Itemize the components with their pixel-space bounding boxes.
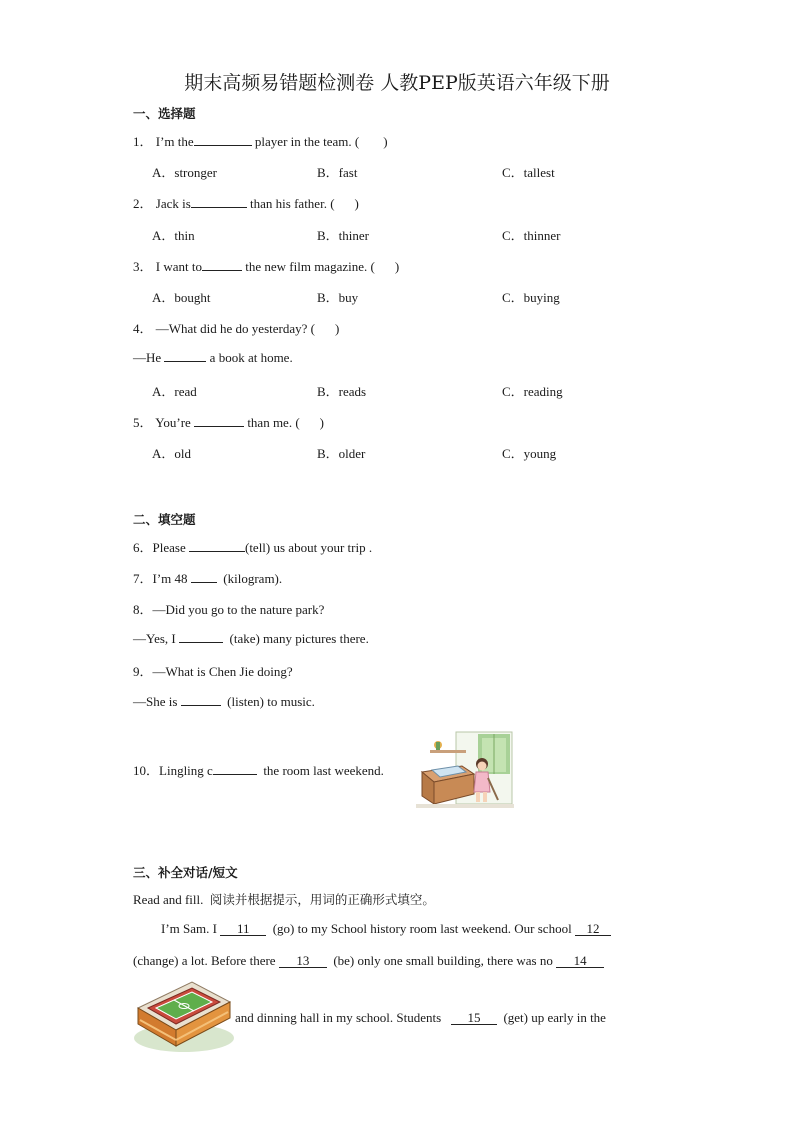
- q5-option-c[interactable]: C．young: [502, 446, 557, 461]
- passage-instruction: [133, 890, 435, 908]
- q6-blank[interactable]: [189, 539, 245, 552]
- q4-close-paren: ): [334, 321, 340, 336]
- q5-option-a[interactable]: A．old: [152, 446, 192, 461]
- q1-text-pre: I’m the: [155, 134, 194, 149]
- q1-close-paren: ): [383, 134, 388, 149]
- q5-option-b[interactable]: B．older: [317, 446, 366, 461]
- q3-number: 3．: [133, 259, 153, 274]
- q9-response-post: (listen) to music.: [227, 694, 315, 709]
- question-8-response: [133, 630, 369, 647]
- q8-question: —Did you go to the nature park?: [152, 602, 325, 617]
- q7-blank[interactable]: [191, 570, 217, 583]
- blank-15[interactable]: 15: [451, 1011, 497, 1025]
- q5-text-post: than me. (: [247, 415, 300, 430]
- question-8: [133, 599, 324, 618]
- instruction-chinese: 阅读并根据提示，用词的正确形式填空。: [209, 892, 435, 907]
- q1-option-b[interactable]: B．fast: [317, 165, 358, 180]
- q2-option-a[interactable]: A．thin: [152, 228, 195, 243]
- q4-option-b[interactable]: B．reads: [317, 384, 367, 399]
- q9-blank[interactable]: [181, 693, 221, 706]
- q5-blank[interactable]: [194, 414, 244, 427]
- q2-option-c[interactable]: C．thinner: [502, 228, 561, 243]
- q4-response-pre: —He: [133, 350, 162, 365]
- passage-line-3: [235, 1010, 606, 1026]
- question-9-response: [133, 693, 315, 710]
- q7-number: 7．: [133, 571, 153, 586]
- q1-number: 1．: [133, 134, 153, 149]
- q10-blank[interactable]: [213, 762, 257, 775]
- q10-text-post: the room last weekend.: [263, 763, 384, 778]
- q4-question: —What did he do yesterday? (: [155, 321, 315, 336]
- passage-line-1: [161, 921, 611, 937]
- q8-number: 8．: [133, 602, 153, 617]
- section-heading-passage: 三、补全对话/短文: [133, 865, 238, 880]
- q6-text-pre: Please: [152, 540, 186, 555]
- blank-13[interactable]: 13: [279, 954, 327, 968]
- q4-option-a[interactable]: A．read: [152, 384, 197, 399]
- q2-number: 2．: [133, 196, 153, 211]
- q9-response-pre: —She is: [133, 694, 178, 709]
- question-10: [133, 760, 384, 779]
- q2-text-pre: Jack is: [155, 196, 191, 211]
- passage-text-2a: (change) a lot. Before there: [133, 953, 276, 968]
- blank-14[interactable]: 14: [556, 954, 604, 968]
- section-heading-choice: 一、选择题: [133, 106, 196, 121]
- q2-close-paren: ): [354, 196, 359, 211]
- q9-question: —What is Chen Jie doing?: [152, 664, 293, 679]
- q3-option-a[interactable]: A．bought: [152, 290, 211, 305]
- question-1: [133, 131, 388, 150]
- question-2: [133, 193, 359, 212]
- q7-text-pre: I’m 48: [152, 571, 188, 586]
- q1-text-post: player in the team. (: [254, 134, 360, 149]
- q8-response-post: (take) many pictures there.: [229, 631, 369, 646]
- passage-text-1b: (go) to my School history room last weekend. Our school: [272, 921, 572, 936]
- q6-number: 6．: [133, 540, 153, 555]
- q5-close-paren: ): [319, 415, 324, 430]
- passage-text-3a: and dinning hall in my school. Students: [235, 1010, 442, 1025]
- question-4: [133, 318, 339, 337]
- stadium-illustration: [132, 976, 236, 1054]
- q3-text-pre: I want to: [155, 259, 202, 274]
- q2-option-b[interactable]: B．thiner: [317, 228, 369, 243]
- girl-cleaning-room-illustration: [416, 730, 514, 810]
- blank-11[interactable]: 11: [220, 922, 266, 936]
- question-5: [133, 412, 324, 431]
- q3-close-paren: ): [394, 259, 400, 274]
- question-9: [133, 661, 293, 680]
- question-4-response: [133, 349, 293, 366]
- q3-option-b[interactable]: B．buy: [317, 290, 359, 305]
- question-3: [133, 256, 399, 275]
- q1-option-c[interactable]: C．tallest: [502, 165, 555, 180]
- q4-number: 4．: [133, 321, 153, 336]
- q9-number: 9．: [133, 664, 153, 679]
- q2-blank[interactable]: [191, 195, 247, 208]
- q4-option-c[interactable]: C．reading: [502, 384, 563, 399]
- q4-response-post: a book at home.: [209, 350, 293, 365]
- q4-blank[interactable]: [164, 349, 206, 362]
- q1-blank[interactable]: [194, 133, 252, 146]
- q3-text-post: the new film magazine. (: [245, 259, 375, 274]
- q5-number: 5．: [133, 415, 153, 430]
- q7-text-post: (kilogram).: [223, 571, 283, 586]
- q10-number: 10．: [133, 763, 160, 778]
- q3-option-c[interactable]: C．buying: [502, 290, 560, 305]
- page-title: 期末高频易错题检测卷 人教PEP版英语六年级下册: [184, 72, 610, 94]
- question-7: [133, 568, 282, 587]
- passage-text-2b: (be) only one small building, there was no: [333, 953, 553, 968]
- q3-blank[interactable]: [202, 258, 242, 271]
- passage-text-1a: I’m Sam. I: [161, 921, 217, 936]
- q8-response-pre: —Yes, I: [133, 631, 176, 646]
- blank-12[interactable]: 12: [575, 922, 611, 936]
- q2-text-post: than his father. (: [250, 196, 335, 211]
- question-6: [133, 537, 372, 556]
- section-heading-fill: 二、填空题: [133, 512, 196, 527]
- passage-line-2: [133, 953, 604, 969]
- passage-text-3b: (get) up early in the: [503, 1010, 606, 1025]
- q6-text-post: (tell) us about your trip .: [244, 540, 373, 555]
- q1-option-a[interactable]: A．stronger: [152, 165, 217, 180]
- q5-text-pre: You’re: [155, 415, 191, 430]
- q10-text-pre: Lingling c: [159, 763, 213, 778]
- instruction-english: Read and fill.: [133, 892, 204, 907]
- q8-blank[interactable]: [179, 630, 223, 643]
